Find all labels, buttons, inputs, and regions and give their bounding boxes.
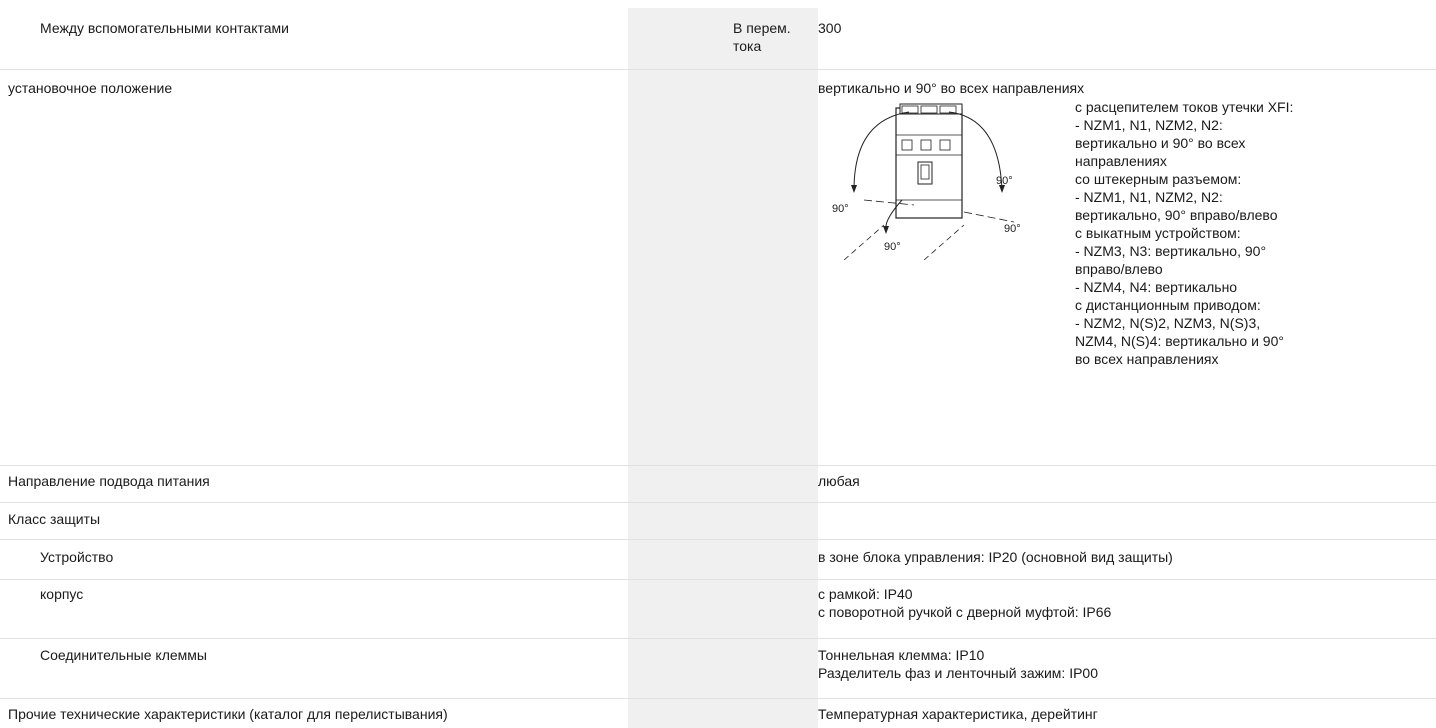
row-label: Устройство (40, 549, 114, 565)
mounting-position-diagram (824, 100, 1024, 260)
row-label: Соединительные клеммы (40, 647, 207, 663)
angle-label: 90° (884, 241, 901, 253)
table-row (0, 699, 1436, 728)
row-value: вертикально и 90° во всех направлениях (818, 80, 1085, 96)
angle-label: 90° (996, 175, 1013, 187)
row-value: в зоне блока управления: IP20 (основной вид защиты) (818, 549, 1173, 565)
table-row (0, 580, 1436, 639)
table-row (0, 466, 1436, 503)
row-label: Прочие технические характеристики (каталог для перелистывания) (8, 706, 448, 722)
row-value: с рамкой: IP40 с поворотной ручкой с дверной муфтой: IP66 (818, 586, 1112, 620)
table-row (0, 639, 1436, 699)
row-label: Направление подвода питания (8, 473, 210, 489)
row-label: Класс защиты (8, 511, 101, 527)
row-label: установочное положение (8, 80, 173, 96)
row-unit: В перем. тока (733, 20, 791, 54)
table-row (0, 503, 1436, 540)
row-label: корпус (40, 586, 84, 602)
mounting-notes: с расцепителем токов утечки XFI: - NZM1, N1, NZM2, N2: вертикально и 90° во всех направлениях со штекерным разъемом: - NZM1, N1, NZM2, N2: вертикально, 90° вправо/влево с выкатным устройством: - NZM3, N3: вертикально, 90° вправо/влево - NZM4, N4: вертикально с дистанционным приводом: - NZM2, N(S)2, NZM3, N(S)3, NZM4, N(S)4: вертикально и 90° во всех направлениях (1075, 99, 1294, 367)
angle-label: 90° (832, 203, 849, 215)
row-value: любая (818, 473, 860, 489)
angle-label: 90° (1004, 223, 1021, 235)
table-row (0, 8, 1436, 70)
table-row (0, 70, 1436, 466)
table-row (0, 540, 1436, 580)
row-label: Между вспомогательными контактами (40, 20, 289, 36)
row-value: 300 (818, 20, 842, 36)
row-value: Температурная характеристика, дерейтинг (818, 706, 1098, 722)
row-value: Тоннельная клемма: IP10 Разделитель фаз и ленточный зажим: IP00 (818, 647, 1098, 681)
